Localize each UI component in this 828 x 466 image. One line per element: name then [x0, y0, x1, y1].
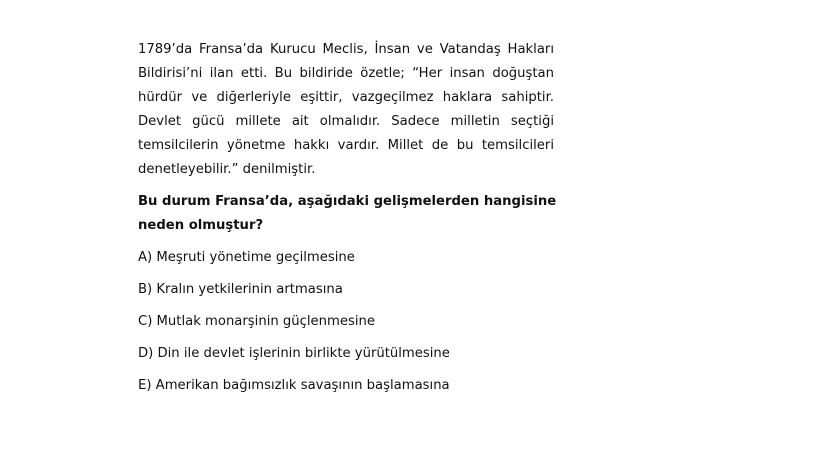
- passage-line: Devlet gücü millete ait olmalıdır. Sadece milletin seçtiği: [138, 114, 554, 129]
- passage: [138, 38, 554, 182]
- option-c[interactable]: C) Mutlak monarşinin güçlenmesine: [138, 314, 375, 329]
- question-block: [138, 38, 557, 406]
- passage-line: 1789’da Fransa’da Kurucu Meclis, İnsan ve Vatandaş Hakları: [138, 42, 554, 57]
- options-list: [138, 246, 554, 406]
- option-a[interactable]: A) Meşruti yönetime geçilmesine: [138, 250, 355, 265]
- option-d[interactable]: D) Din ile devlet işlerinin birlikte yürütülmesine: [138, 346, 450, 361]
- passage-line: temsilcilerin yönetme hakkı vardır. Millet de bu temsilcileri: [138, 138, 554, 153]
- question-line: Bu durum Fransa’da, aşağıdaki gelişmelerden hangisine: [138, 194, 557, 209]
- option-b[interactable]: B) Kralın yetkilerinin artmasına: [138, 282, 343, 297]
- passage-line: hürdür ve diğerleriyle eşittir, vazgeçilmez haklara sahiptir.: [138, 90, 554, 105]
- question-line: neden olmuştur?: [138, 218, 264, 233]
- option-e[interactable]: E) Amerikan bağımsızlık savaşının başlamasına: [138, 378, 450, 393]
- passage-line: Bildirisi’ni ilan etti. Bu bildiride özetle; “Her insan doğuştan: [138, 66, 554, 81]
- question-stem: [138, 190, 557, 238]
- passage-line: denetleyebilir.” denilmiştir.: [138, 162, 316, 177]
